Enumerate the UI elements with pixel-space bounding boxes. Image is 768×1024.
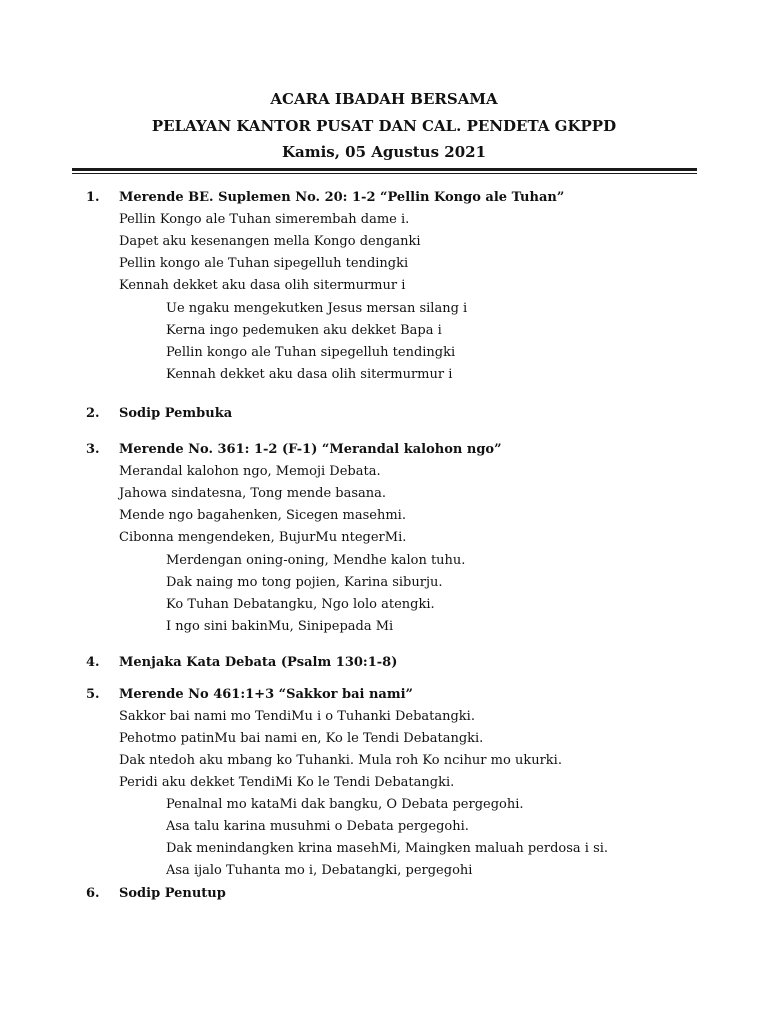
verse-line: Jahowa sindatesna, Tong mende basana. — [119, 486, 387, 501]
verse-line: Pellin kongo ale Tuhan sipegelluh tendingki — [119, 256, 409, 271]
item-number: 1. — [86, 190, 100, 205]
verse-line: Pehotmo patinMu bai nami en, Ko le Tendi Debatangki. — [119, 731, 484, 746]
refrain-line: Asa ijalo Tuhanta mo i, Debatangki, pergegohi — [166, 863, 473, 878]
refrain-line: Kennah dekket aku dasa olih sitermurmur i — [166, 367, 453, 382]
refrain-line: I ngo sini bakinMu, Sinipepada Mi — [166, 619, 394, 634]
verse-line: Kennah dekket aku dasa olih sitermurmur i — [119, 278, 406, 293]
refrain-line: Penalnal mo kataMi dak bangku, O Debata pergegohi. — [166, 797, 524, 812]
verse-line: Cibonna mengendeken, BujurMu ntegerMi. — [119, 530, 407, 545]
header-rule-thin — [72, 173, 697, 174]
verse-line: Peridi aku dekket TendiMi Ko le Tendi Debatangki. — [119, 775, 455, 790]
item-heading: Sodip Penutup — [119, 886, 226, 901]
header-rule-thick — [72, 168, 697, 171]
item-number: 2. — [86, 406, 100, 421]
refrain-line: Dak naing mo tong pojien, Karina siburju. — [166, 575, 443, 590]
item-heading: Merende BE. Suplemen No. 20: 1-2 “Pellin Kongo ale Tuhan” — [119, 190, 565, 205]
refrain-line: Pellin kongo ale Tuhan sipegelluh tendingki — [166, 345, 456, 360]
item-heading: Sodip Pembuka — [119, 406, 233, 421]
item-number: 6. — [86, 886, 100, 901]
verse-line: Merandal kalohon ngo, Memoji Debata. — [119, 464, 381, 479]
verse-line: Dak ntedoh aku mbang ko Tuhanki. Mula roh Ko ncihur mo ukurki. — [119, 753, 562, 768]
refrain-line: Merdengan oning-oning, Mendhe kalon tuhu. — [166, 553, 466, 568]
verse-line: Sakkor bai nami mo TendiMu i o Tuhanki Debatangki. — [119, 709, 475, 724]
refrain-line: Ue ngaku mengekutken Jesus mersan silang i — [166, 301, 468, 316]
refrain-line: Asa talu karina musuhmi o Debata pergegohi. — [166, 819, 469, 834]
refrain-line: Ko Tuhan Debatangku, Ngo lolo atengki. — [166, 597, 435, 612]
verse-line: Mende ngo bagahenken, Sicegen masehmi. — [119, 508, 406, 523]
item-heading: Merende No 461:1+3 “Sakkor bai nami” — [119, 687, 414, 702]
document-title: ACARA IBADAH BERSAMA — [270, 90, 498, 108]
item-heading: Merende No. 361: 1-2 (F-1) “Merandal kalohon ngo” — [119, 442, 502, 457]
refrain-line: Dak menindangken krina masehMi, Maingken maluah perdosa i si. — [166, 841, 609, 856]
verse-line: Dapet aku kesenangen mella Kongo denganki — [119, 234, 421, 249]
document-subtitle: PELAYAN KANTOR PUSAT DAN CAL. PENDETA GKPPD — [151, 117, 617, 135]
verse-line: Pellin Kongo ale Tuhan simerembah dame i. — [119, 212, 410, 227]
item-heading: Menjaka Kata Debata (Psalm 130:1-8) — [119, 655, 398, 670]
document-date: Kamis, 05 Agustus 2021 — [281, 143, 487, 161]
item-number: 3. — [86, 442, 100, 457]
item-number: 4. — [86, 655, 100, 670]
item-number: 5. — [86, 687, 100, 702]
refrain-line: Kerna ingo pedemuken aku dekket Bapa i — [166, 323, 442, 338]
